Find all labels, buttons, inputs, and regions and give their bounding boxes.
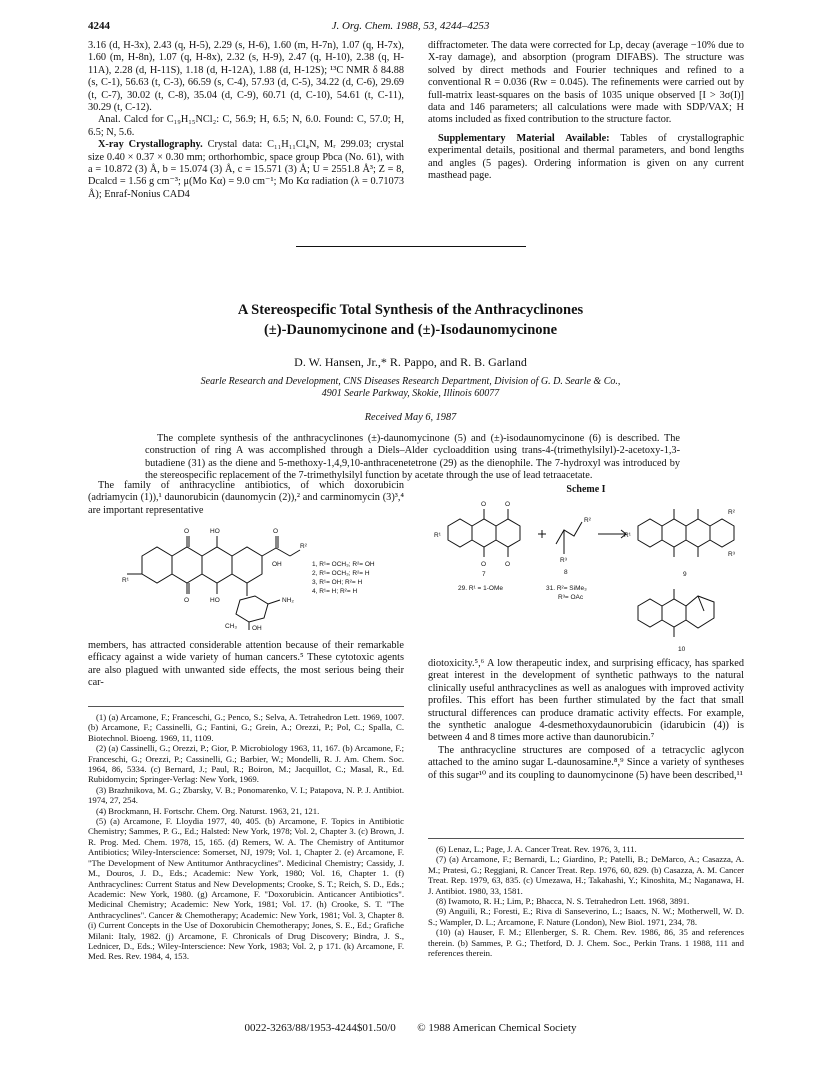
footnote-rule-right	[428, 838, 744, 839]
xray-heading: X-ray Crystallography.	[98, 139, 203, 151]
scheme-o-7d: O	[505, 561, 511, 568]
xray-paragraph	[88, 139, 404, 201]
abstract	[145, 433, 680, 483]
footnote-rule-left	[88, 706, 404, 707]
body-left-continuation	[88, 640, 404, 690]
carbonyl-o-label-bottom: O	[184, 597, 190, 604]
footnote-5: (5) (a) Arcamone, F. Lloydia 1977, 40, 405. (b) Arcamone, F. Topics in Antibiotic Chemistry; Sammes, P. G., Ed.; Halsted: New York, 1978; Vol. 2, Chapter 3. (c) Brown, J. R. Prog. Med. Chem. 1978, 15, 165. (d) Remers, W. A. The Chemistry of Antitumor Antibiotics; Wiley-Interscience: Somerset, NJ, 1979; Vol. 1, Chapter 2. (e) Arcamone, F. "The Development of New Antitumor Anthracyclines". Medicinal Chemistry; Cassidy, J. M., Douros, J. D., Eds.; Academic: New York, 1980; Vol. 16, Chapter 1. (f) Anthracyclines: Current Status and New Developments; Crooke, S. T.; Reich, S. D., Eds.; Academic: New York, 1980. (g) Arcamone, F. "Doxorubicin. Anticancer Antibiotics". Medicinal Chemistry; Academic: New York, 1981; Vol. 17. (h) Crooke, S. T. "The Anthracyclines". Cancer & Chemotherapy; Academic: New York, 1981; Vol. 3, Chapter 8. (i) Current Concepts in the Use of Doxorubicin Chemotherapy; Jones, S. E., Ed.; Grafiche Milani: Italy, 1982. (j) Arcamone, F. Chronicals of Drug Discovery; Bindra, J. S., Lednicer, D., Eds.; Wiley-Interscience: New York, 1983; Vol. 2, p 171. (k) Arcamone, F. Med. Res. Rev. 1984, 4, 153.	[88, 816, 404, 962]
compound-label-1: 1, R¹= OCH₃; R²= OH	[312, 561, 375, 568]
authors: D. W. Hansen, Jr.,* R. Pappo, and R. B. Garland	[294, 355, 527, 369]
footnote-8: (8) Iwamoto, R. H.; Lim, P.; Bhacca, N. S. Tetrahedron Lett. 1968, 3891.	[436, 896, 690, 907]
scheme-o-7a: O	[481, 501, 487, 508]
anthracycline-structure	[122, 518, 422, 636]
ring-a	[232, 547, 262, 583]
body-left-intro	[88, 480, 404, 517]
footnote-2: (2) (a) Cassinelli, G.; Orezzi, P.; Gior, P. Microbiology 1963, 11, 167. (b) Arcamone, F.; Franceschi, G.; Orezzi, P.; Cassinelli, G.; Barbier, W.; Mondelli, R. J. Am. Chem. Soc. 1964, 86, 5334. (c) Bernard, J.; Paul, R.; Boiron, M.; Jacquillot, C.; Masal, R., Ed. Rubidomycin; Springer-Verlag: New York, 1969.	[88, 743, 404, 785]
ho-label-top: HO	[210, 528, 220, 535]
compound-label-2: 2, R¹= OCH₃; R²= H	[312, 570, 370, 577]
scheme-r2-9: R²	[728, 509, 735, 516]
scheme-label-31a: 31. R²= SiMe₃	[546, 585, 587, 592]
footnotes-right	[428, 844, 744, 958]
prev-article-left-column	[88, 40, 404, 201]
footnote-6: (6) Lenaz, L.; Page, J. A. Cancer Treat. Rev. 1976, 3, 111.	[436, 844, 637, 854]
supplementary-text: Tables of crystallographic experimental details, positional and thermal parameters, and bond lengths and angles (5 pages). Ordering information is given on any current masthead page.	[428, 132, 744, 182]
scheme-label-8: 8	[564, 569, 568, 576]
scheme-label-29: 29. R¹ = 1-OMe	[458, 585, 503, 592]
supplementary-paragraph	[428, 133, 744, 183]
nh2-label: NH₂	[282, 597, 294, 604]
compound-10	[638, 599, 662, 627]
page-number: 4244	[88, 20, 110, 32]
ketone-o-label: O	[273, 528, 279, 535]
affiliation-line-2: 4901 Searle Parkway, Skokie, Illinois 60077	[321, 388, 500, 399]
footnote-10: (10) (a) Hauser, F. M.; Ellenberger, S. R. Chem. Rev. 1986, 86, 35 and references therein. (b) Sammes, P. G.; Thetford, D. J. Chem. Soc., Perkin Trans. 1 1988, 111 and references therein.	[428, 927, 744, 959]
cardiotoxicity-paragraph: diotoxicity.⁵,⁶ A low therapeutic index, and surprising efficacy, has sparked great interest in the development of synthetic pathways to the natural clinically useful anthracyclines as well as analogues with improved activity profiles. This effort has been further stimulated by the fact that small structural differences can produce dramatic activity effects. For example, the synthetic analogue 4-desmethoxydaunorubicin (idarubicin (4)) is between 4 and 8 times more active than daunorubicin.⁷	[428, 658, 744, 744]
scheme-label-9: 9	[683, 571, 687, 578]
article-code: 0022-3263/88/1953-4244$01.50/0	[244, 1022, 396, 1034]
footnote-4: (4) Brockmann, H. Fortschr. Chem. Org. Naturst. 1963, 21, 121.	[96, 805, 320, 816]
compound-label-4: 4, R¹= H; R²= H	[312, 588, 358, 595]
r1-label: R¹	[122, 577, 129, 584]
article-title	[0, 300, 821, 340]
sugar-ring	[236, 596, 268, 622]
scheme-r1-7: R¹	[434, 532, 441, 539]
structure-paragraph: The anthracycline structures are composed of a tetracyclic aglycon attached to the amino sugar L-daunosamine.⁸,⁹ Since a variety of syntheses of this sugar¹⁰ and its coupling to daunomycinone (5) have been described,¹¹	[428, 744, 744, 781]
copyright: © 1988 American Chemical Society	[417, 1022, 577, 1034]
title-line-2: (±)-Daunomycinone and (±)-Isodaunomycinone	[263, 322, 558, 338]
affiliation-line-1: Searle Research and Development, CNS Diseases Research Department, Division of G. D. Searle & Co.,	[200, 376, 621, 387]
body-right-column	[428, 658, 744, 782]
prev-article-right-column	[428, 40, 744, 182]
scheme-label-31b: R³= OAc	[558, 594, 584, 601]
ch3-label: CH₃	[225, 623, 238, 630]
xray-text: Crystal data: C₁₁H₁₁Cl₄N, Mᵣ 299.03; crystal size 0.40 × 0.37 × 0.30 mm; orthorhombic, space group Pbca (No. 61), with a = 10.872 (3) Å, b = 15.074 (3) Å, c = 15.571 (3) Å; U = 2551.8 Å³; Z = 8, Dcalcd = 1.56 g cm⁻³; μ(Mo Kα) = 9.0 cm⁻¹; Mo Kα radiation (λ = 0.71073 Å); Enraf-Nonius CAD4	[88, 139, 404, 200]
scheme-o-7c: O	[481, 561, 487, 568]
analysis-paragraph: Anal. Calcd for C₁₉H₁₅NCl₂: C, 56.9; H, 6.5; N, 6.0. Found: C, 57.0; H, 6.5; N, 5.6.	[88, 114, 404, 138]
scheme-r3-8: R³	[560, 557, 567, 564]
ring-b	[202, 547, 232, 583]
abstract-text: The complete synthesis of the anthracyclinones (±)-daunomycinone (5) and (±)-isodaunomycinone (6) is described. The construction of ring A was accomplished through a Diels–Alder cycloaddition using trans-4-(trimethylsilyl)-2-acetoxy-1,3-butadiene (31) as the diene and 5-methoxy-1,4,9,10-anthracenetetrone (29) as the dienophile. The 7-hydroxyl was introduced by the stereospecific replacement of the 7-trimethylsilyl function by acetate through the use of lead tetraacetate.	[145, 433, 680, 482]
continuation-paragraph: members, has attracted considerable attention because of their remarkable efficacy against a wide variety of human cancers.⁵ These cytotoxic agents are also plagued with unwanted side effects, the most serious being their car-	[88, 640, 404, 689]
scheme-label-7: 7	[482, 571, 486, 578]
footnote-1: (1) (a) Arcamone, F.; Franceschi, G.; Penco, S.; Selva, A. Tetrahedron Lett. 1969, 1007. (b) Arcamone, F.; Cassinelli, G.; Fantini, G.; Grein, A.; Orezzi, P.; Pol, C.; Spalla, C. Biotechnol. Bioeng. 1969, 11, 1109.	[88, 712, 404, 743]
scheme-r1-9: R¹	[624, 532, 631, 539]
scheme-o-7b: O	[505, 501, 511, 508]
compound-label-3: 3, R¹= OH; R²= H	[312, 579, 363, 586]
ring-d	[142, 547, 172, 583]
received-date: Received May 6, 1987	[364, 412, 457, 423]
nmr-data-paragraph: 3.16 (d, H-3x), 2.43 (q, H-5), 2.29 (s, H-6), 1.60 (m, H-7n), 1.07 (q, H-7x), 1.60 (m, H-8n), 1.07 (q, H-8x), 2.32 (s, H-9), 2.47 (q, H-10), 2.38 (q, H-11A), 2.28 (d, H-11S), 1.18 (d, H-12A), 1.88 (d, H-12S); ¹³C NMR δ 84.88 (s, C-1), 56.63 (t, C-3), 66.59 (s, C-4), 57.93 (d, C-5), 34.22 (d, C-6), 29.69 (t, C-7), 30.02 (t, C-8), 35.04 (d, C-9), 60.71 (d, C-10), 54.61 (t, C-11), 30.29 (t, C-12).	[88, 40, 404, 114]
title-line-1: A Stereospecific Total Synthesis of the Anthracyclinones	[237, 302, 584, 318]
intro-paragraph: The family of anthracycline antibiotics, of which doxorubicin (adriamycin (1)),¹ daunorubicin (daunomycin (2)),² and carminomycin (3)³,⁴ are important representative	[88, 480, 404, 516]
article-separator	[296, 246, 526, 247]
scheme-title: Scheme I	[566, 484, 606, 495]
oh-label: OH	[272, 561, 282, 568]
r2-label: R²	[300, 543, 307, 550]
compound-7-ring-1	[448, 519, 472, 547]
diene-8	[556, 522, 582, 544]
footnotes-left	[88, 712, 404, 962]
supplementary-heading: Supplementary Material Available:	[438, 132, 610, 144]
footnote-3: (3) Brazhnikova, M. G.; Zbarsky, V. B.; Ponomarenko, V. I.; Patapova, N. P. J. Antibiot. 1974, 27, 254.	[88, 784, 404, 806]
footnote-7: (7) (a) Arcamone, F.; Bernardi, L.; Giardino, P.; Patelli, B.; DeMarco, A.; Casazza, A. M.; Pratesi, G.; Reggiani, R. Cancer Treat. Rep. 1976, 60, 829. (b) Casazza, A. M. Cancer Treat. Rep. 1979, 63, 835. (c) Umezawa, H.; Takahashi, Y.; Kinoshita, M.; Naganawa, H. J. Antibiot. 1980, 33, 1581.	[428, 854, 744, 896]
scheme-r3-9: R³	[728, 551, 735, 558]
page-footer	[0, 1022, 821, 1034]
scheme-1-figure	[428, 496, 744, 656]
diffractometer-paragraph: diffractometer. The data were corrected for Lp, decay (average −10% due to X-ray damage), and absorption (program DIFABS). The structure was solved by direct methods and Fourier techniques and refined to a conventional R = 0.036 (Rw = 0.045). The refinements were carried out by full-matrix least-squares on the basis of 1035 unique observed [I > 3σ(I)] data and 146 parameters; all calculations were made with SDP/VAX; H atoms included as fixed contribution to the structure factor.	[428, 40, 744, 126]
running-header: J. Org. Chem. 1988, 53, 4244–4253	[331, 20, 490, 32]
carbonyl-o-label: O	[184, 528, 190, 535]
ho-label-bottom: HO	[210, 597, 220, 604]
sugar-oh-label: OH	[252, 625, 262, 632]
footnote-9: (9) Anguili, R.; Foresti, E.; Riva di Sanseverino, L.; Isaacs, N. W.; Motherwell, W. D. S.; Wampler, D. L.; Arcamone, F. Nature (London), New Biol. 1971, 234, 78.	[428, 906, 744, 927]
scheme-r2-8: R²	[584, 517, 591, 524]
scheme-label-10: 10	[678, 646, 686, 653]
ring-c	[172, 547, 202, 583]
affiliation	[0, 376, 821, 400]
